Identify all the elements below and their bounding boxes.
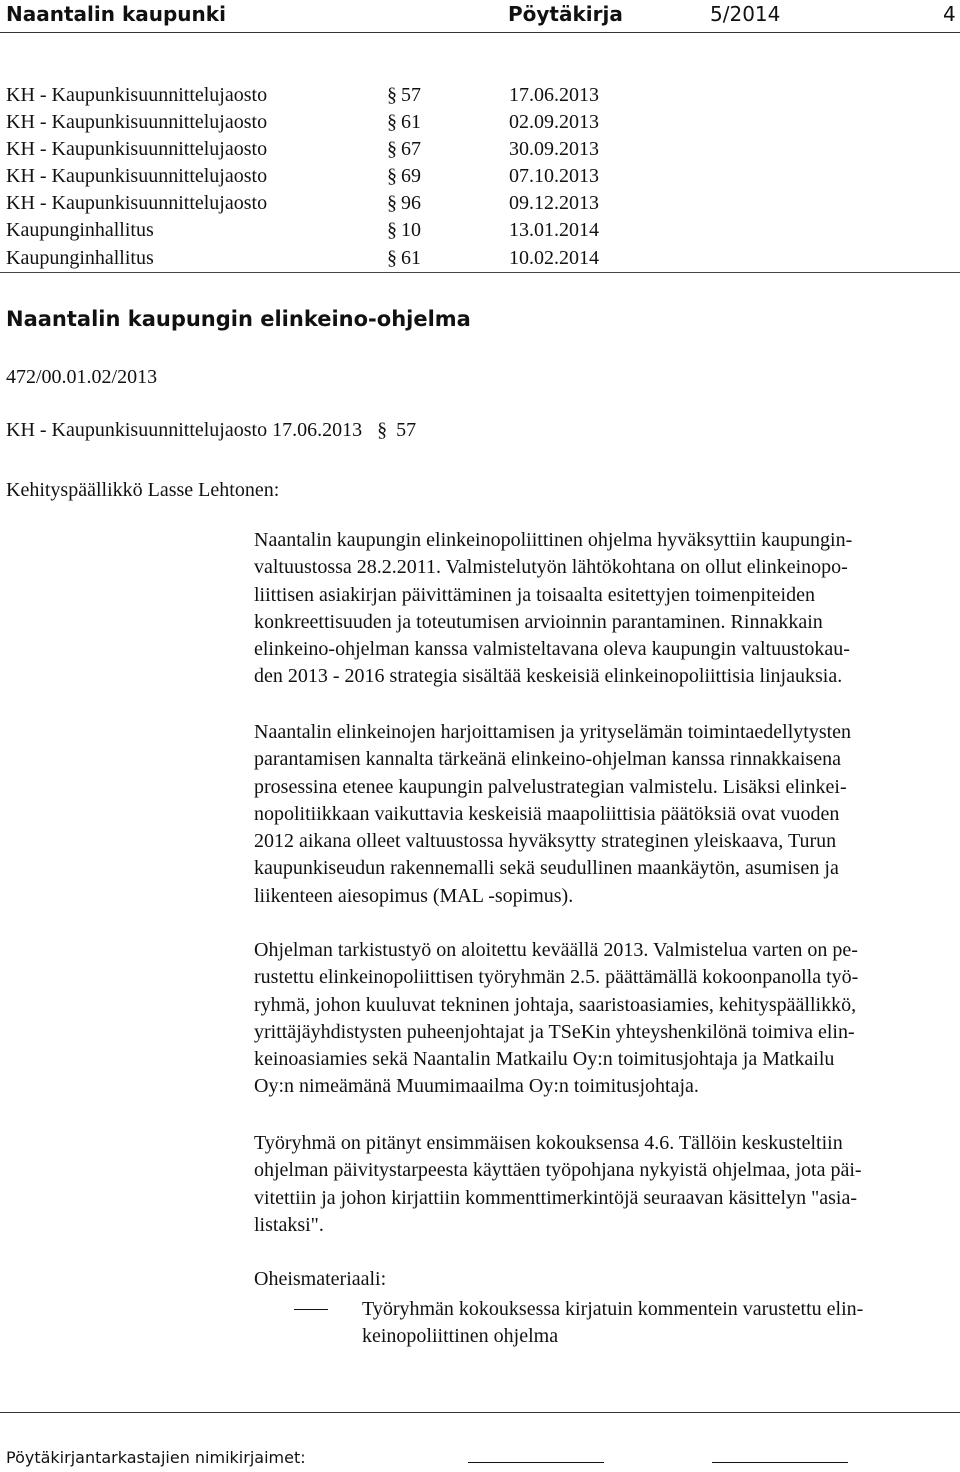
attachment-item xyxy=(362,1296,952,1351)
meeting-body-date: KH - Kaupunkisuunnittelujaosto 17.06.2013 xyxy=(6,419,363,441)
attachments-label: Oheismateriaali: xyxy=(254,1268,387,1290)
text-line: den 2013 - 2016 strategia sisältää keskeisiä elinkeinopoliittisia linjauksia. xyxy=(254,665,843,688)
history-date: 02.09.2013 xyxy=(509,111,599,133)
history-date: 13.01.2014 xyxy=(509,219,599,241)
text-line: Naantalin kaupungin elinkeinopoliittinen ohjelma hyväksyttiin kaupungin- xyxy=(254,529,853,551)
text-line: Työryhmä on pitänyt ensimmäisen kokouksensa 4.6. Tällöin keskusteltiin xyxy=(254,1132,843,1154)
history-date: 10.02.2014 xyxy=(509,247,599,269)
text-line: Ohjelman tarkistustyö on aloitettu keväällä 2013. Valmistelua varten on pe- xyxy=(254,939,858,961)
text-line: ryhmä, johon kuuluvat tekninen johtaja, saaristoasiamies, kehityspäällikkö, xyxy=(254,993,857,1016)
text-line: konkreettisuuden ja toteutumisen arvioinnin parantaminen. Rinnakkain xyxy=(254,610,823,633)
header-doc-number: 5/2014 xyxy=(710,2,781,26)
paragraph-4 xyxy=(254,1130,954,1239)
history-number: 67 xyxy=(401,138,421,160)
paragraph-3 xyxy=(254,937,954,1101)
item-title: Naantalin kaupungin elinkeino-ohjelma xyxy=(6,307,471,331)
history-body: Kaupunginhallitus xyxy=(6,247,154,269)
footer-divider xyxy=(0,1412,960,1413)
history-body: Kaupunginhallitus xyxy=(6,219,154,241)
section-symbol: § xyxy=(387,84,397,106)
header-organization: Naantalin kaupunki xyxy=(6,2,226,26)
signature-label: Pöytäkirjantarkastajien nimikirjaimet: xyxy=(6,1448,306,1467)
history-date: 17.06.2013 xyxy=(509,84,599,106)
text-line: keinoasiamies sekä Naantalin Matkailu Oy:n toimitusjohtaja ja Matkailu xyxy=(254,1048,835,1071)
text-line: nopolitiikkaan vaikuttavia keskeisiä maapoliittisia päätöksiä ovat vuoden xyxy=(254,802,840,825)
section-symbol: § xyxy=(387,111,397,133)
history-date: 07.10.2013 xyxy=(509,165,599,187)
history-date: 30.09.2013 xyxy=(509,138,599,160)
case-number: 472/00.01.02/2013 xyxy=(6,366,158,388)
history-number: 10 xyxy=(401,219,421,241)
meeting-number: 57 xyxy=(396,419,417,441)
history-body: KH - Kaupunkisuunnittelujaosto xyxy=(6,192,268,214)
text-line: keinopoliittinen ohjelma xyxy=(362,1325,559,1348)
history-number: 61 xyxy=(401,247,421,269)
paragraph-1 xyxy=(254,527,954,691)
section-symbol: § xyxy=(377,419,388,441)
presenter: Kehityspäällikkö Lasse Lehtonen: xyxy=(6,479,280,501)
section-symbol: § xyxy=(387,192,397,214)
page-header xyxy=(0,0,960,33)
history-date: 09.12.2013 xyxy=(509,192,599,214)
header-doc-type: Pöytäkirja xyxy=(508,2,623,26)
history-number: 61 xyxy=(401,111,421,133)
section-symbol: § xyxy=(387,165,397,187)
text-line: 2012 aikana olleet valtuustossa hyväksytty strateginen yleiskaava, Turun xyxy=(254,830,837,853)
history-number: 57 xyxy=(401,84,421,106)
history-divider xyxy=(0,272,960,273)
paragraph-2 xyxy=(254,719,954,910)
section-symbol: § xyxy=(387,138,397,160)
text-line: elinkeino-ohjelman kanssa valmisteltavana oleva kaupungin valtuustokau- xyxy=(254,638,850,661)
text-line: ohjelman päivitystarpeesta käyttäen työpohjana nykyistä ohjelmaa, jota päi- xyxy=(254,1159,862,1182)
text-line: vitettiin ja johon kirjattiin kommenttimerkintöjä seuraavan käsittelyn "asia- xyxy=(254,1186,858,1209)
meeting-line xyxy=(6,419,416,442)
dash-bullet xyxy=(294,1309,328,1310)
history-body: KH - Kaupunkisuunnittelujaosto xyxy=(6,111,268,133)
text-line: Naantalin elinkeinojen harjoittamisen ja yrityselämän toimintaedellytysten xyxy=(254,721,852,743)
text-line: liikenteen aiesopimus (MAL -sopimus). xyxy=(254,884,574,907)
text-line: rustettu elinkeinopoliittisen työryhmän 2.5. päättämällä kokoonpanolla työ- xyxy=(254,966,859,989)
signature-line xyxy=(468,1462,604,1463)
text-line: liittisen asiakirjan päivittäminen ja toisaalta esitettyjen toimenpiteiden xyxy=(254,583,815,606)
history-body: KH - Kaupunkisuunnittelujaosto xyxy=(6,165,268,187)
text-line: prosessina etenee kaupungin palvelustrategian valmistelu. Lisäksi elinkei- xyxy=(254,775,847,798)
text-line: parantamisen kannalta tärkeänä elinkeino-ohjelman kanssa rinnakkaisena xyxy=(254,748,841,771)
header-page-number: 4 xyxy=(943,2,956,26)
text-line: listaksi". xyxy=(254,1213,324,1236)
history-body: KH - Kaupunkisuunnittelujaosto xyxy=(6,84,268,106)
history-number: 96 xyxy=(401,192,421,214)
text-line: valtuustossa 28.2.2011. Valmistelutyön lähtökohtana on ollut elinkeinopo- xyxy=(254,556,848,579)
text-line: kaupunkiseudun rakennemalli sekä seudullinen maankäytön, asumisen ja xyxy=(254,857,839,880)
history-number: 69 xyxy=(401,165,421,187)
signature-line xyxy=(712,1462,848,1463)
history-body: KH - Kaupunkisuunnittelujaosto xyxy=(6,138,268,160)
text-line: Oy:n nimeämänä Muumimaailma Oy:n toimitusjohtaja. xyxy=(254,1075,699,1098)
text-line: Työryhmän kokouksessa kirjatuin kommentein varustettu elin- xyxy=(362,1298,864,1320)
section-symbol: § xyxy=(387,247,397,269)
text-line: yrittäjäyhdistysten puheenjohtajat ja TSeKin yhteyshenkilönä toimiva elin- xyxy=(254,1020,855,1043)
section-symbol: § xyxy=(387,219,397,241)
